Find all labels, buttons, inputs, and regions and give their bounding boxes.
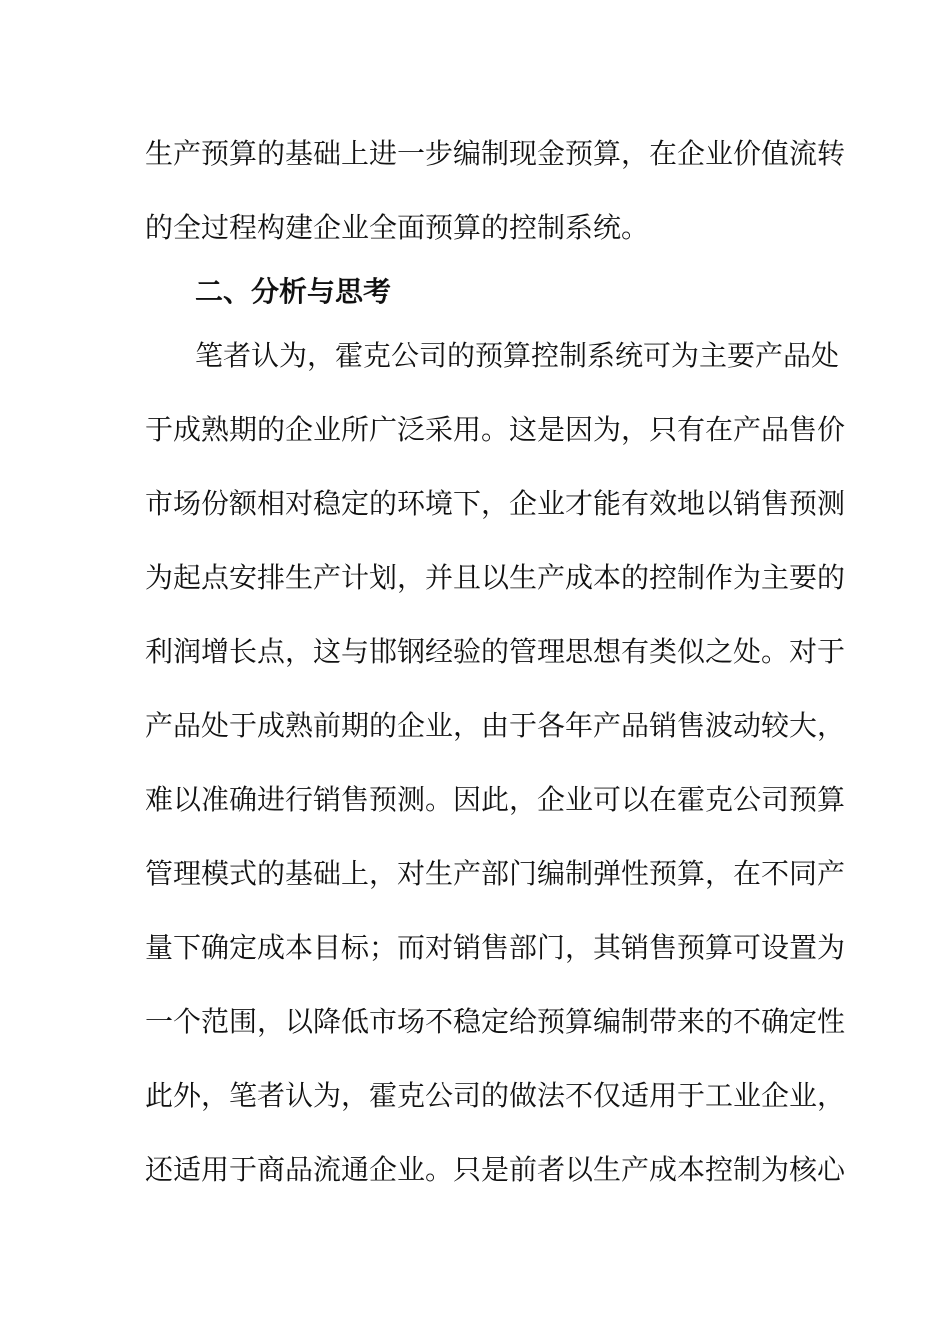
paragraph-line: 量下确定成本目标；而对销售部门，其销售预算可设置为 (145, 931, 846, 964)
paragraph-line: 于成熟期的企业所广泛采用。这是因为，只有在产品售价 (145, 413, 846, 446)
paragraph-line: 利润增长点，这与邯钢经验的管理思想有类似之处。对于 (145, 635, 846, 668)
paragraph-line: 管理模式的基础上，对生产部门编制弹性预算，在不同产 (145, 857, 846, 890)
paragraph-line: 还适用于商品流通企业。只是前者以生产成本控制为核心 (145, 1153, 846, 1186)
section-heading: 二、分析与思考 (195, 275, 392, 308)
paragraph-line: 此外，笔者认为，霍克公司的做法不仅适用于工业企业， (145, 1079, 846, 1112)
paragraph-line: 为起点安排生产计划，并且以生产成本的控制作为主要的 (145, 561, 846, 594)
paragraph-line: 笔者认为，霍克公司的预算控制系统可为主要产品处 (195, 339, 840, 372)
paragraph-line: 难以准确进行销售预测。因此，企业可以在霍克公司预算 (145, 783, 846, 816)
paragraph-line: 产品处于成熟前期的企业，由于各年产品销售波动较大， (145, 709, 846, 742)
paragraph-line: 一个范围，以降低市场不稳定给预算编制带来的不确定性 (145, 1005, 846, 1038)
paragraph-line: 市场份额相对稳定的环境下，企业才能有效地以销售预测 (145, 487, 846, 520)
paragraph-line: 的全过程构建企业全面预算的控制系统。 (145, 211, 650, 244)
paragraph-line: 生产预算的基础上进一步编制现金预算，在企业价值流转 (145, 137, 846, 170)
